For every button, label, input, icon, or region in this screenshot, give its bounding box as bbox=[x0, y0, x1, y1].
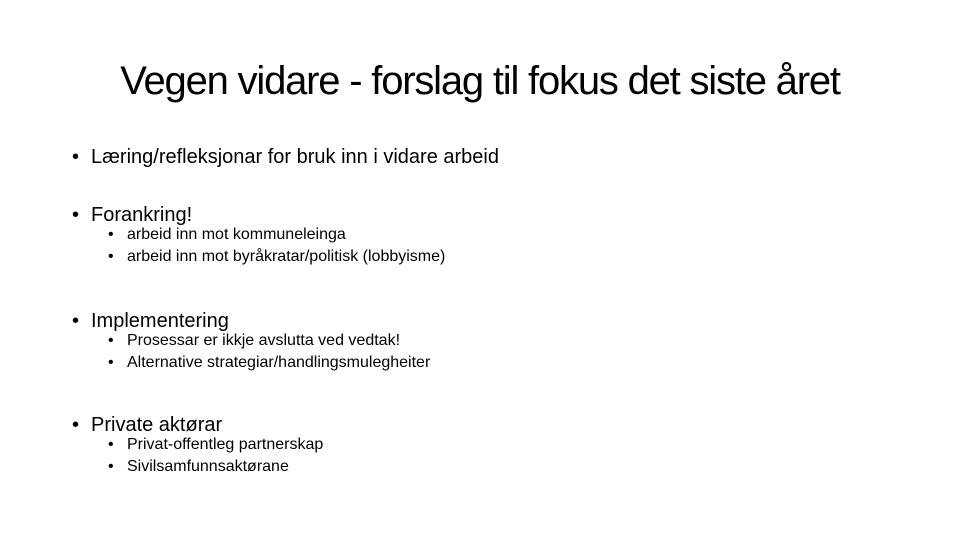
bullet-section-private-aktorar bbox=[72, 408, 323, 478]
bullet-icon: • bbox=[108, 436, 114, 453]
sub-bullet-text: Sivilsamfunnsaktørane bbox=[127, 458, 289, 475]
sub-bullet-list bbox=[72, 224, 445, 268]
bullet-text: Implementering bbox=[91, 310, 229, 332]
bullet-item bbox=[72, 140, 499, 174]
bullet-section-implementering bbox=[72, 304, 430, 374]
sub-bullet-list bbox=[72, 434, 323, 478]
bullet-icon: • bbox=[72, 310, 80, 332]
bullet-icon: • bbox=[72, 146, 80, 168]
sub-bullet-text: Alternative strategiar/handlingsmulegheiter bbox=[127, 354, 431, 371]
sub-bullet-text: Prosessar er ikkje avslutta ved vedtak! bbox=[127, 332, 401, 349]
sub-bullet-text: Privat-offentleg partnerskap bbox=[127, 436, 324, 453]
bullet-text: Private aktørar bbox=[91, 414, 223, 436]
bullet-icon: • bbox=[108, 354, 114, 371]
bullet-section-laering bbox=[72, 140, 499, 174]
sub-bullet-list bbox=[72, 330, 430, 374]
sub-bullet-item bbox=[72, 224, 445, 246]
bullet-icon: • bbox=[108, 248, 114, 265]
bullet-icon: • bbox=[108, 458, 114, 475]
bullet-text: Læring/refleksjonar for bruk inn i vidare arbeid bbox=[91, 146, 499, 168]
sub-bullet-item bbox=[72, 456, 323, 478]
bullet-icon: • bbox=[72, 414, 80, 436]
bullet-text: Forankring! bbox=[91, 204, 193, 226]
sub-bullet-item bbox=[72, 352, 430, 374]
sub-bullet-item bbox=[72, 330, 430, 352]
sub-bullet-item bbox=[72, 246, 445, 268]
sub-bullet-text: arbeid inn mot kommuneleinga bbox=[127, 226, 346, 243]
sub-bullet-item bbox=[72, 434, 323, 456]
sub-bullet-text: arbeid inn mot byråkratar/politisk (lobbyisme) bbox=[127, 248, 446, 265]
bullet-icon: • bbox=[108, 226, 114, 243]
slide-title: Vegen vidare - forslag til fokus det siste året bbox=[120, 59, 840, 103]
bullet-section-forankring bbox=[72, 198, 445, 268]
bullet-icon: • bbox=[72, 204, 80, 226]
bullet-icon: • bbox=[108, 332, 114, 349]
